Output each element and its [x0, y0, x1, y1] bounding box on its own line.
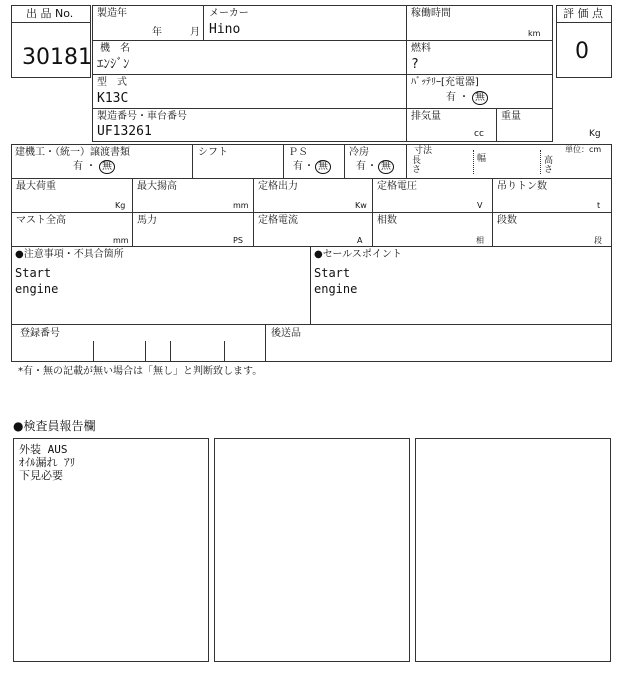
fuel-label: 燃料	[411, 43, 431, 54]
mast-height-unit: mm	[113, 236, 129, 245]
battery-yes-no: 有 ・ 無	[446, 91, 488, 105]
lifting-tonnage-unit: t	[597, 201, 601, 210]
battery-yes: 有	[446, 92, 456, 103]
max-lift-height-label: 最大揚高	[137, 181, 177, 192]
sales-point-label: ●セールスポイント	[314, 249, 402, 260]
rated-voltage-label: 定格電圧	[377, 181, 417, 192]
mast-height-label: マスト全高	[16, 215, 66, 226]
battery-no-circled: 無	[472, 91, 488, 105]
cooling-label: 冷房	[349, 147, 369, 158]
rated-output-unit: Kw	[355, 201, 367, 210]
displacement-unit: cc	[474, 129, 484, 139]
notes-text: Start engine	[15, 266, 59, 296]
inspector-report-box-3	[415, 438, 611, 662]
sales-point-text: Start engine	[314, 266, 358, 296]
lifting-tonnage-label: 吊りトン数	[497, 181, 547, 192]
registration-label: 登録番号	[20, 328, 60, 339]
rated-voltage-unit: V	[477, 201, 483, 210]
ps-yes-no: 有・ 無	[293, 160, 331, 174]
model-name-value: ｴﾝｼﾞﾝ	[97, 57, 130, 72]
weight-label: 重量	[501, 111, 521, 122]
max-load-unit: Kg	[115, 201, 126, 210]
rated-current-label: 定格電流	[258, 215, 298, 226]
dimensions-label: 寸法	[414, 146, 433, 156]
dimension-height-label: 高 さ	[544, 156, 554, 175]
serial-value: UF13261	[97, 124, 152, 139]
footnote: *有・無の記載が無い場合は「無し」と判断致します。	[18, 366, 263, 377]
manufacture-year-label: 製造年	[97, 8, 127, 19]
year-unit: 年	[152, 27, 162, 38]
inspector-report-text: 外装 AUS ｵｲﾙ漏れ ｱﾘ 下見必要	[19, 443, 76, 482]
shift-label: シフト	[198, 147, 228, 158]
maker-label: メーカー	[209, 8, 249, 19]
model-name-label: 機 名	[100, 43, 130, 54]
transfer-doc-no-circled: 無	[99, 160, 115, 174]
serial-label: 製造番号・車台番号	[97, 111, 187, 122]
lot-number-label: 出 品 No.	[26, 7, 74, 20]
ps-no-circled: 無	[315, 160, 331, 174]
maker-value: Hino	[209, 22, 241, 37]
weight-unit: Kg	[589, 129, 601, 139]
rating-label: 評 価 点	[563, 7, 603, 20]
hours-label: 稼働時間	[411, 8, 451, 19]
model-type-value: K13C	[97, 91, 129, 106]
ps-label: ＰＳ	[288, 147, 308, 158]
inspector-title: ●検査員報告欄	[13, 419, 96, 433]
cooling-no-circled: 無	[378, 160, 394, 174]
horsepower-unit: PS	[233, 236, 243, 245]
max-load-label: 最大荷重	[16, 181, 56, 192]
fuel-value: ?	[411, 57, 419, 72]
rating-value: 0	[575, 39, 589, 64]
inspector-report-box-2	[214, 438, 410, 662]
dimension-length-label: 長 さ	[412, 156, 422, 175]
displacement-label: 排気量	[411, 111, 441, 122]
rated-output-label: 定格出力	[258, 181, 298, 192]
dimensions-unit-note: 単位：cm	[565, 145, 602, 154]
max-lift-height-unit: mm	[233, 201, 249, 210]
transfer-doc-yes-no: 有 ・ 無	[73, 160, 115, 174]
dimension-width-label: 幅	[477, 154, 487, 164]
steps-unit: 段	[594, 236, 602, 245]
phase-label: 相数	[377, 215, 397, 226]
rated-current-unit: A	[357, 236, 363, 245]
transfer-doc-label: 建機工・（統一）譲渡書類	[15, 147, 130, 158]
cooling-yes-no: 有・ 無	[356, 160, 394, 174]
lot-number-value: 30181	[22, 45, 92, 70]
steps-label: 段数	[497, 215, 517, 226]
month-unit: 月	[190, 27, 200, 38]
notes-label: ●注意事項・不具合箇所	[15, 249, 124, 260]
registration-block	[11, 324, 612, 362]
shipping-label: 後送品	[271, 328, 301, 339]
phase-unit: 相	[476, 236, 484, 245]
model-type-label: 型 式	[97, 77, 127, 88]
horsepower-label: 馬力	[137, 215, 157, 226]
hours-unit: km	[528, 29, 541, 38]
battery-label: ﾊﾞｯﾃﾘｰ[充電器]	[411, 77, 479, 88]
